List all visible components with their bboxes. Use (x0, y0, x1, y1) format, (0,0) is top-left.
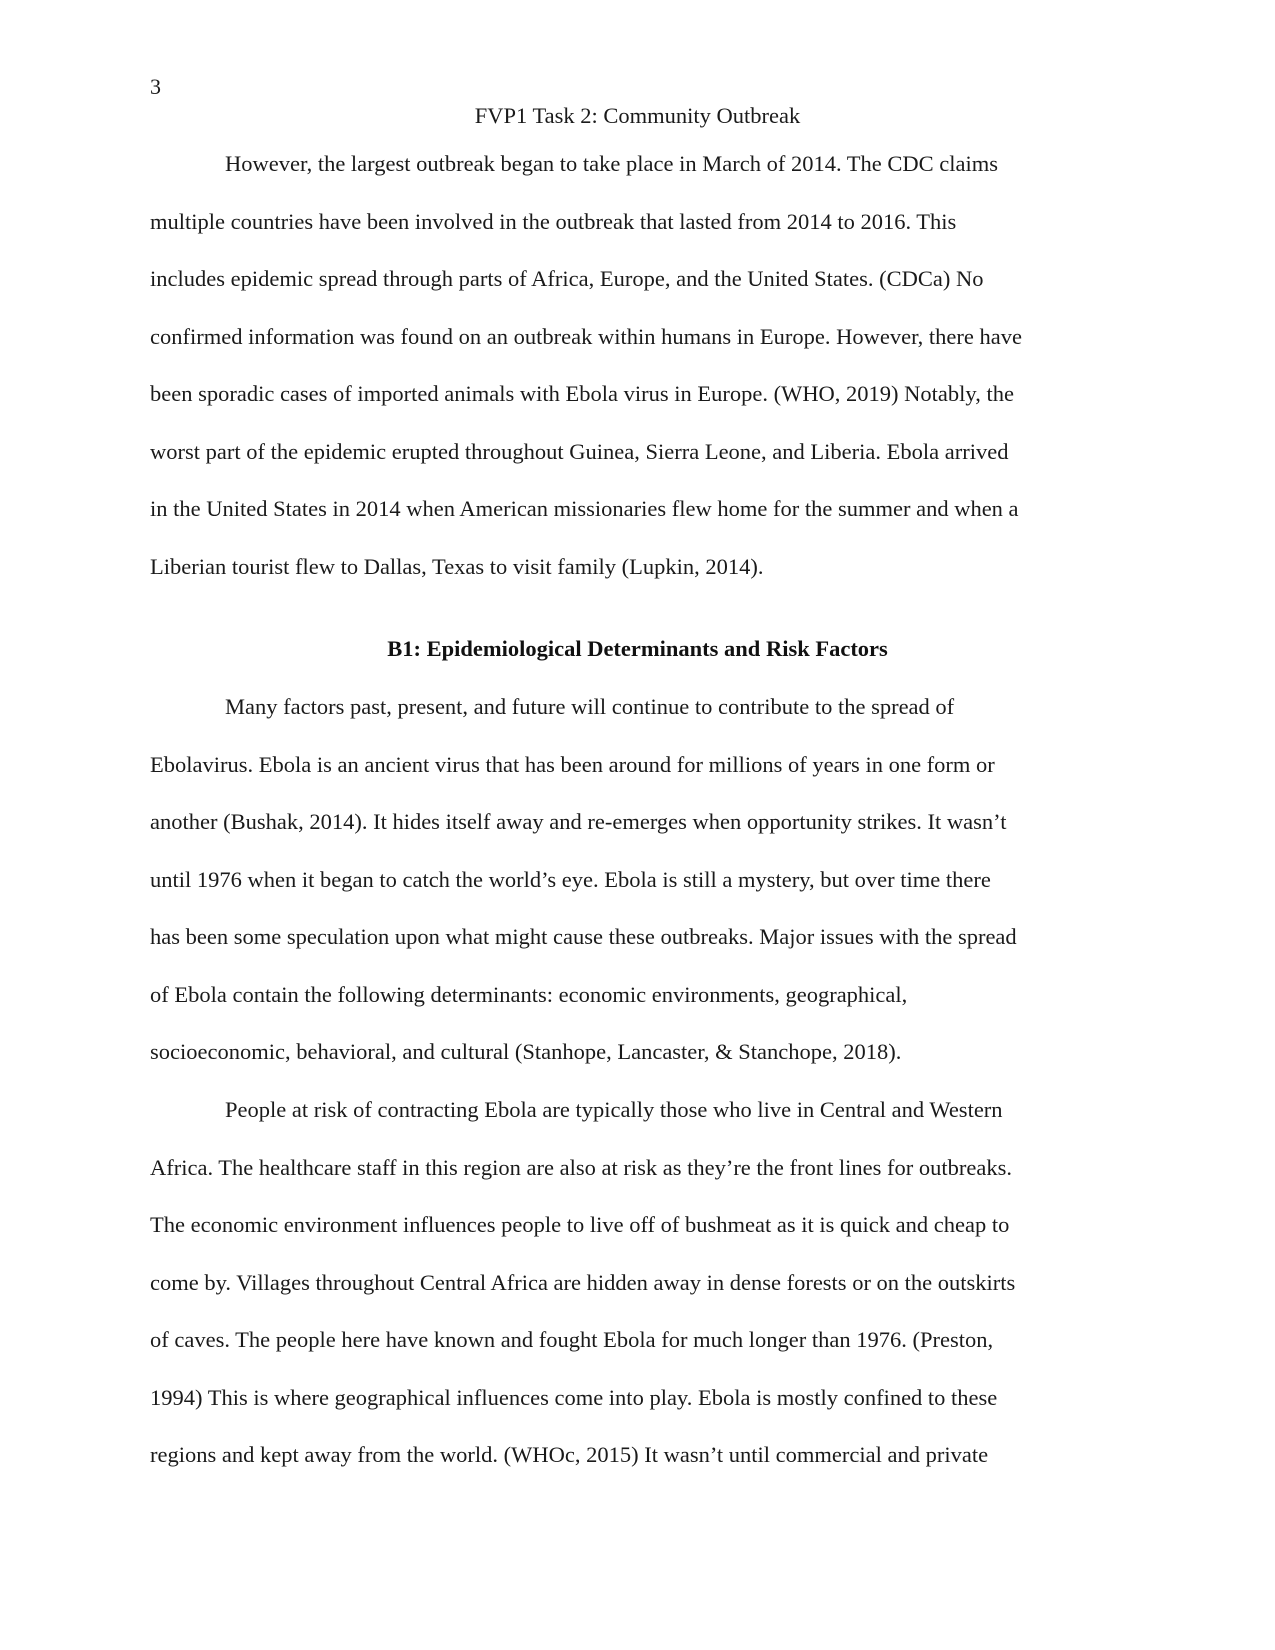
paragraph-line: Many factors past, present, and future will continue to contribute to the spread of (225, 694, 955, 719)
paragraph-line: been sporadic cases of imported animals with Ebola virus in Europe. (WHO, 2019) Notably, the (150, 381, 1014, 406)
paragraph-line: The economic environment influences people to live off of bushmeat as it is quick and cheap to (150, 1212, 1010, 1237)
paragraph-line: of caves. The people here have known and fought Ebola for much longer than 1976. (Preston, (150, 1327, 994, 1352)
paragraph-line: has been some speculation upon what might cause these outbreaks. Major issues with the spread (150, 924, 1017, 949)
paragraph-line: However, the largest outbreak began to take place in March of 2014. The CDC claims (225, 151, 999, 176)
paragraph (150, 151, 1125, 611)
paragraph-line: come by. Villages throughout Central Africa are hidden away in dense forests or on the outskirts (150, 1269, 1016, 1295)
page-number: 3 (150, 74, 161, 99)
paragraph-line: includes epidemic spread through parts of Africa, Europe, and the United States. (CDCa) No (150, 266, 984, 291)
paragraph-line: another (Bushak, 2014). It hides itself away and re-emerges when opportunity strikes. It wasn’t (150, 809, 1007, 834)
paragraph-line: 1994) This is where geographical influences come into play. Ebola is mostly confined to these (150, 1384, 998, 1410)
paragraph (150, 694, 1125, 1097)
paragraph-line: confirmed information was found on an outbreak within humans in Europe. However, there have (150, 323, 1022, 349)
paragraph-line: socioeconomic, behavioral, and cultural (Stanhope, Lancaster, & Stanchope, 2018). (150, 1039, 902, 1064)
paragraph-line: until 1976 when it began to catch the world’s eye. Ebola is still a mystery, but over time there (150, 866, 991, 892)
paragraph-line: regions and kept away from the world. (WHOc, 2015) It wasn’t until commercial and private (150, 1442, 989, 1467)
paragraph-line: Africa. The healthcare staff in this region are also at risk as they’re the front lines for outbreaks. (150, 1154, 1012, 1180)
paragraph (150, 1097, 1125, 1500)
paragraph-line: People at risk of contracting Ebola are typically those who live in Central and Western (225, 1097, 1003, 1122)
section-heading: B1: Epidemiological Determinants and Risk Factors (387, 636, 888, 661)
paragraph-line: worst part of the epidemic erupted throughout Guinea, Sierra Leone, and Liberia. Ebola arrived (150, 438, 1009, 464)
running-title: FVP1 Task 2: Community Outbreak (474, 103, 801, 128)
paragraph-line: Liberian tourist flew to Dallas, Texas to visit family (Lupkin, 2014). (150, 553, 764, 579)
paragraph-line: multiple countries have been involved in the outbreak that lasted from 2014 to 2016. This (150, 208, 957, 234)
paragraph-line: Ebolavirus. Ebola is an ancient virus that has been around for millions of years in one form or (150, 751, 995, 777)
paragraph-line: of Ebola contain the following determinants: economic environments, geographical, (150, 981, 908, 1007)
paragraph-line: in the United States in 2014 when American missionaries flew home for the summer and when a (150, 496, 1019, 521)
